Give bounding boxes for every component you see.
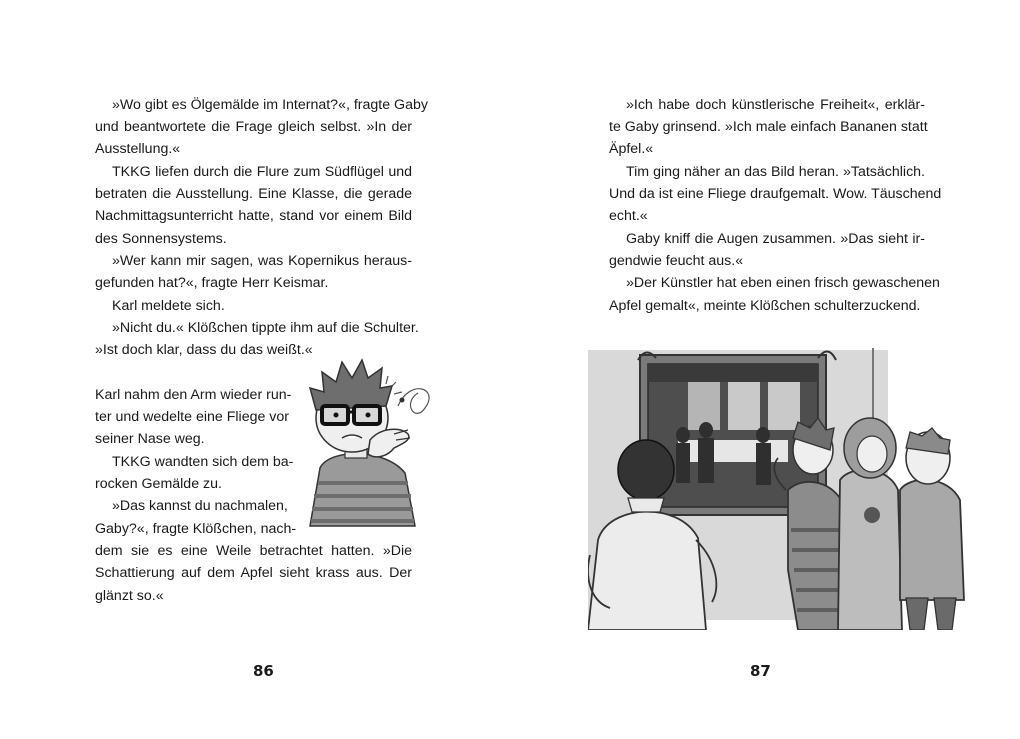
text-line: »Nicht du.« Klößchen tippte ihm auf die Schulter.: [112, 320, 419, 336]
text-line: Ausstellung.«: [95, 141, 181, 157]
text-line: »Das kannst du nachmalen,: [112, 498, 288, 514]
text-line: und beantwortete die Frage gleich selbst. »In der: [95, 119, 412, 135]
text-line: seiner Nase weg.: [95, 431, 205, 447]
page-number: 86: [253, 662, 274, 680]
text-line: echt.«: [609, 208, 648, 224]
text-line: Gaby kniff die Augen zusammen. »Das sieht ir-: [626, 231, 925, 247]
text-line: »Der Künstler hat eben einen frisch gewaschenen: [626, 275, 940, 291]
text-line: TKKG liefen durch die Flure zum Südflügel und: [112, 164, 412, 180]
text-line: betraten die Ausstellung. Eine Klasse, die gerade: [95, 186, 412, 202]
text-line: gefunden hat?«, fragte Herr Keismar.: [95, 275, 329, 291]
text-line: Gaby?«, fragte Klößchen, nach-: [95, 521, 297, 537]
page-number: 87: [750, 662, 771, 680]
text-line: TKKG wandten sich dem ba-: [112, 454, 294, 470]
text-line: Karl nahm den Arm wieder run-: [95, 387, 292, 403]
text-line: Karl meldete sich.: [112, 298, 225, 314]
gallery-illustration: [588, 340, 970, 630]
text-line: Tim ging näher an das Bild heran. »Tatsächlich.: [626, 164, 925, 180]
text-line: Schattierung auf dem Apfel sieht krass aus. Der: [95, 565, 412, 581]
text-line: ter und wedelte eine Fliege vor: [95, 409, 290, 425]
text-line: »Wer kann mir sagen, was Kopernikus heraus-: [112, 253, 412, 269]
text-line: te Gaby grinsend. »Ich male einfach Bananen statt: [609, 119, 928, 135]
text-line: gendwie feucht aus.«: [609, 253, 744, 269]
karl-illustration: [290, 348, 440, 528]
text-line: des Sonnensystems.: [95, 231, 227, 247]
text-line: »Ist doch klar, dass du das weißt.«: [95, 342, 313, 358]
text-line: Apfel gemalt«, meinte Klößchen schulterzuckend.: [609, 298, 921, 314]
text-line: rocken Gemälde zu.: [95, 476, 222, 492]
text-line: Nachmittagsunterricht hatte, stand vor einem Bild: [95, 208, 412, 224]
text-line: Und da ist eine Fliege draufgemalt. Wow. Täuschend: [609, 186, 942, 202]
text-line: »Ich habe doch künstlerische Freiheit«, erklär-: [626, 97, 925, 113]
text-line: Äpfel.«: [609, 141, 654, 157]
text-line: dem sie es eine Weile betrachtet hatten. »Die: [95, 543, 412, 559]
text-line: glänzt so.«: [95, 588, 164, 604]
text-line: »Wo gibt es Ölgemälde im Internat?«, fragte Gaby: [112, 97, 428, 113]
